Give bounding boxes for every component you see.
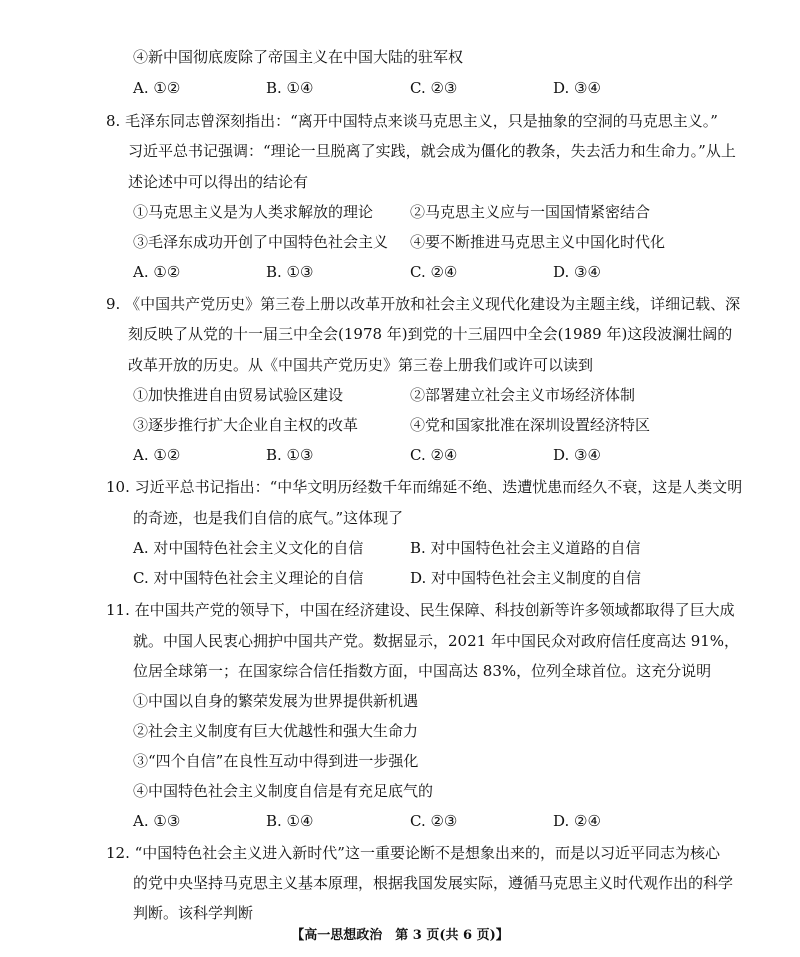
q8-item-2: ②马克思主义应与一国国情紧密结合: [410, 203, 651, 221]
q9-item-1: ①加快推进自由贸易试验区建设: [133, 386, 344, 404]
page-footer: 【高一思想政治 第 3 页(共 6 页)】: [291, 928, 509, 943]
q10-stem-line-1: 10. 习近平总书记指出：“中华文明历经数千年而绵延不绝、迭遭忧患而经久不衰，这是人类文明: [106, 478, 743, 496]
q12-stem-line-1: 12. “中国特色社会主义进入新时代”这一重要论断不是想象出来的，而是以习近平同志为核心: [106, 844, 720, 862]
q9-option-c: C. ②④: [410, 446, 458, 464]
q11-option-d: D. ②④: [553, 812, 601, 830]
q9-item-2: ②部署建立社会主义市场经济体制: [410, 386, 636, 404]
q8-item-1: ①马克思主义是为人类求解放的理论: [133, 203, 374, 221]
q12-stem-line-3: 判断。该科学判断: [133, 904, 254, 922]
q10-option-b: B. 对中国特色社会主义道路的自信: [410, 539, 641, 557]
q11-option-c: C. ②③: [410, 812, 458, 830]
q8-stem-line-3: 述论述中可以得出的结论有: [128, 173, 309, 191]
q12-stem-line-2: 的党中央坚持马克思主义基本原理，根据我国发展实际，遵循马克思主义时代观作出的科学: [133, 874, 734, 892]
q8-item-4: ④要不断推进马克思主义中国化时代化: [410, 233, 666, 251]
q11-stem-line-1: 11. 在中国共产党的领导下，中国在经济建设、民生保障、科技创新等许多领域都取得了巨大成: [106, 601, 735, 619]
q11-item-3: ③“四个自信”在良性互动中得到进一步强化: [133, 752, 419, 770]
q8-option-c: C. ②④: [410, 263, 458, 281]
q11-item-4: ④中国特色社会主义制度自信是有充足底气的: [133, 782, 434, 800]
q11-item-2: ②社会主义制度有巨大优越性和强大生命力: [133, 722, 419, 740]
q7-option-a: A. ①②: [133, 79, 181, 97]
q11-stem-line-2: 就。中国人民衷心拥护中国共产党。数据显示，2021 年中国民众对政府信任度高达 91%，: [133, 632, 740, 650]
q11-option-b: B. ①④: [266, 812, 314, 830]
q9-option-b: B. ①③: [266, 446, 314, 464]
q7-option-d: D. ③④: [553, 79, 601, 97]
q11-stem-line-3: 位居全球第一；在国家综合信任指数方面，中国高达 83%，位列全球首位。这充分说明: [133, 662, 712, 680]
q9-stem-line-3: 改革开放的历史。从《中国共产党历史》第三卷上册我们或许可以读到: [128, 356, 594, 374]
q7-option-c: C. ②③: [410, 79, 458, 97]
q9-stem-line-2: 刻反映了从党的十一届三中全会(1978 年)到党的十三届四中全会(1989 年)这段波澜壮阔的: [128, 325, 733, 343]
q11-option-a: A. ①③: [133, 812, 181, 830]
q10-option-c: C. 对中国特色社会主义理论的自信: [133, 569, 364, 587]
q9-option-a: A. ①②: [133, 446, 181, 464]
q10-option-a: A. 对中国特色社会主义文化的自信: [133, 539, 364, 557]
q11-item-1: ①中国以自身的繁荣发展为世界提供新机遇: [133, 692, 419, 710]
q8-option-a: A. ①②: [133, 263, 181, 281]
q10-stem-line-2: 的奇迹，也是我们自信的底气。”这体现了: [133, 509, 404, 527]
q8-item-3: ③毛泽东成功开创了中国特色社会主义: [133, 233, 389, 251]
q9-item-3: ③逐步推行扩大企业自主权的改革: [133, 416, 359, 434]
q9-option-d: D. ③④: [553, 446, 601, 464]
q7-item-4: ④新中国彻底废除了帝国主义在中国大陆的驻军权: [133, 48, 464, 66]
q9-stem-line-1: 9. 《中国共产党历史》第三卷上册以改革开放和社会主义现代化建设为主题主线，详细记载、深: [106, 295, 741, 313]
q8-option-d: D. ③④: [553, 263, 601, 281]
q8-stem-line-1: 8. 毛泽东同志曾深刻指出：“离开中国特点来谈马克思主义，只是抽象的空洞的马克思主义。”: [106, 112, 718, 130]
q7-option-b: B. ①④: [266, 79, 314, 97]
q10-option-d: D. 对中国特色社会主义制度的自信: [410, 569, 642, 587]
q8-option-b: B. ①③: [266, 263, 314, 281]
q9-item-4: ④党和国家批准在深圳设置经济特区: [410, 416, 651, 434]
q8-stem-line-2: 习近平总书记强调：“理论一旦脱离了实践，就会成为僵化的教条，失去活力和生命力。”从上: [128, 142, 736, 160]
